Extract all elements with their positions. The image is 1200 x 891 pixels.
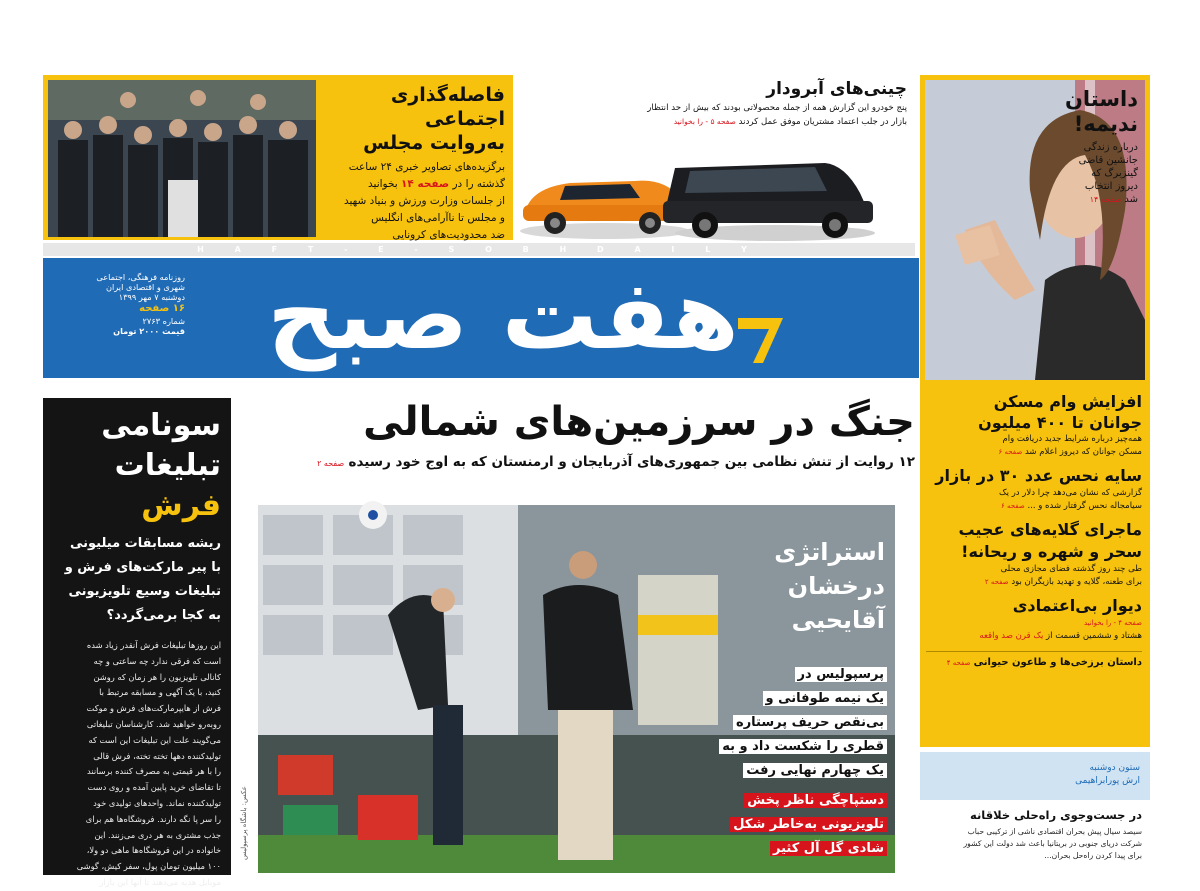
left-lead-1: ریشه مسابقات میلیونی (69, 536, 221, 551)
story-2-title-1: سایه نحس عدد ۳۰ در بازار (935, 466, 1142, 485)
left-body-10: تا تقاضای خرید پایین آمده و روی دست (87, 782, 221, 793)
left-body-7: می‌گویند علت این تبلیغات این است که (88, 734, 221, 745)
right-feature-page-ref[interactable]: صفحه ۱۴ (1089, 195, 1122, 204)
story-3-body-2: برای طعنه، گلایه و تهدید بازیگران بود (1011, 577, 1142, 587)
right-bottom-item-text: داستان برزخی‌ها و طاعون حیوانی (973, 657, 1142, 668)
photo-point-5: یک چهارم نهایی رفت (743, 763, 887, 778)
photo-point-3: بی‌نقص حریف پرستاره (733, 715, 887, 730)
column-header-1: ستون دوشنبه (1089, 763, 1140, 773)
left-body-6: روبه‌رو خواهید شد. کارشناسان تبلیغاتی (86, 718, 221, 729)
right-feature-body-5: شد (1124, 194, 1138, 205)
story-1-page-ref[interactable]: صفحه ۶ (998, 448, 1023, 456)
cars-page-ref[interactable]: صفحه ۵ - را بخوانید (673, 117, 736, 126)
top-left-title-1: فاصله‌گذاری اجتماعی (390, 84, 505, 130)
top-left-body-4: و مجلس تا ناآرامی‌های انگلیس (371, 212, 505, 224)
photo-title-3: آقایحیی (791, 606, 885, 634)
parliament-photo (48, 80, 316, 237)
story-4-title-1: دیوار بی‌اعتمادی (1012, 596, 1142, 615)
right-feature-title-1: داستان (1064, 87, 1138, 111)
story-1 (926, 391, 1142, 459)
photo-red-point-1: دستپاچگی ناظر پخش (744, 793, 887, 808)
column-title: در جست‌وجوی راه‌حلی خلاقانه (969, 808, 1142, 822)
left-column (43, 398, 231, 887)
left-body-5: فرش از هایپرمارکت‌های فرش و موکت (86, 703, 221, 714)
column-header-2: ارش پورابراهیمی (1075, 776, 1140, 786)
left-lead-4: به کجا برمی‌گردد؟ (106, 608, 221, 623)
masthead-issue: شماره ۲۷۶۳ (142, 316, 185, 326)
story-3 (926, 519, 1142, 589)
column-body (920, 804, 1150, 875)
story-2-body-1: گزارشی که نشان می‌دهد چرا دلار در یک (999, 488, 1142, 498)
left-body-3: کانالی تلویزیون را هر زمان که روشن (93, 671, 221, 682)
top-left-feature (43, 75, 513, 240)
parliament-photo-graphic (48, 80, 316, 237)
column-body-2: شرکت دریای جنوبی در بریتانیا باعث شد دولت این کشور (963, 839, 1142, 848)
right-feature-body-3: گینزبرگ که (1091, 168, 1138, 179)
left-title-1: سونامی (101, 408, 221, 443)
main-headline-page-ref[interactable]: صفحه ۲ (317, 459, 345, 468)
left-body-15: ۱۰۰ میلیون تومان پول، سفر کیش، گوشی (76, 861, 221, 872)
main-headline-subtitle: ۱۲ روایت از تنش نظامی بین جمهوری‌های آذربایجان و ارمنستان که به اوج خود رسیده (348, 454, 915, 470)
logo-seven-mark (733, 313, 793, 368)
photo-credit: عکس: باشگاه پرسپولیس (240, 786, 248, 860)
story-4-body-2: یک قرن صد واقعه (979, 631, 1044, 641)
top-left-body-5: ضد محدودیت‌های کرونایی (392, 229, 505, 241)
masthead (43, 258, 919, 378)
story-3-body-1: طی چند روز گذشته فضای مجازی محلی (1000, 564, 1142, 574)
right-column (920, 385, 1150, 747)
story-2 (926, 465, 1142, 513)
photo-title-2: درخشان (787, 572, 885, 600)
column-header (920, 752, 1150, 800)
story-2-page-ref[interactable]: صفحه ۶ (1000, 502, 1025, 510)
story-1-title-2: جوانان تا ۴۰۰ میلیون (978, 413, 1142, 432)
left-lead-3: تبلیغات وسیع تلویزیونی (68, 584, 221, 599)
photo-point-4: قطری را شکست داد و به (719, 739, 887, 754)
masthead-pages: ۱۶ صفحه (139, 303, 185, 314)
main-headline (255, 393, 915, 493)
masthead-meta-1: روزنامه فرهنگی، اجتماعی (96, 272, 185, 282)
cars-line-2: بازار در جلب اعتماد مشتریان موفق عمل کردند (738, 117, 907, 127)
left-body-4: کنید، با یک آگهی و مسابقه مرتبط با (99, 687, 221, 698)
masthead-meta-3: دوشنبه ۷ مهر ۱۳۹۹ (118, 292, 185, 302)
page-ref-14[interactable]: صفحه ۱۴ (401, 178, 450, 190)
left-body-2: است که فرقی ندارد چه ساعتی و چه (93, 655, 221, 666)
left-title-2: تبلیغات (114, 448, 221, 483)
story-1-body-2: مسکن جوانان که دیروز اعلام شد (1024, 447, 1142, 457)
top-middle-feature (515, 75, 915, 240)
main-headline-title: جنگ در سرزمین‌های شمالی (363, 399, 915, 445)
left-body-11: تولیدکننده نماند. واحدهای تولیدی خود (93, 797, 221, 808)
cars-image (515, 153, 885, 243)
photo-title-1: استراتژی (774, 538, 885, 566)
left-body-9: را با هر قیمتی به مصرف کننده برسانند (86, 766, 221, 777)
right-feature-body-4: دیروز انتخاب (1084, 181, 1138, 192)
left-body-12: را سر پا نگه دارند. فروشگاه‌ها هم برای (85, 813, 221, 824)
story-1-body-1: همه‌چیز درباره شرایط جدید دریافت وام (1002, 434, 1142, 444)
right-feature-body-2: جانشین قاضی (1078, 155, 1138, 166)
photo-red-point-2: تلویزیونی به‌خاطر شکل (730, 817, 887, 832)
photo-point-1: پرسپولیس در (795, 667, 887, 682)
left-body-1: این روزها تبلیغات فرش آنقدر زیاد شده (86, 640, 221, 650)
photo-point-2: یک نیمه طوفانی و (763, 691, 887, 706)
top-left-body-1: برگزیده‌های تصاویر خبری ۲۴ ساعت (348, 161, 505, 173)
top-left-body-2: گذشته را در صفحه ۱۴ بخوانید (368, 178, 505, 190)
story-1-title-1: افزایش وام مسکن (993, 392, 1142, 411)
left-body-14: خانواده در این فروشگاه‌ها ماهی دو ولا، (86, 845, 221, 856)
photo-red-point-3: شادی گل آل کثیر (770, 841, 887, 856)
main-photo (258, 505, 895, 873)
story-4-body-1: هشتاد و ششمین قسمت از (1046, 631, 1142, 641)
story-3-title-2: سحر و شهره و ریحانه! (961, 542, 1142, 561)
masthead-logo: هفت صبح (267, 259, 739, 371)
left-body-16: موبایل هدیه می‌دهند تا آنها این بازار (99, 876, 221, 887)
cars-title: چینی‌های آبرودار (766, 79, 907, 99)
story-4-page-ref[interactable]: صفحه ۴ - را بخوانید (1083, 619, 1142, 627)
story-4 (926, 595, 1142, 643)
column-body-3: برای پیدا کردن راه‌حل بحران... (1044, 851, 1142, 860)
top-left-title-2: به‌روایت مجلس (363, 132, 505, 154)
right-bottom-item (926, 651, 1142, 671)
story-3-title-1: ماجرای گلایه‌های عجیب (958, 520, 1142, 539)
strip-text: H A F T - E - S O B H D A I L Y (197, 245, 761, 254)
left-body-13: جذب مشتری به هر دری می‌زنند. این (94, 829, 221, 840)
masthead-price: قیمت ۲۰۰۰ تومان (113, 326, 185, 336)
left-title-3: فرش (141, 488, 221, 523)
story-3-page-ref[interactable]: صفحه ۲ (984, 578, 1009, 586)
right-feature-body-1: درباره زندگی (1083, 142, 1138, 153)
top-left-body-3: از جلسات وزارت ورزش و بنیاد شهید (344, 195, 505, 207)
cars-line-1: پنج خودرو این گزارش همه از جمله محصولاتی بودند که بیش از حد انتظار (647, 103, 907, 113)
story-2-body-2: سیامجاله نحس گرفتار شده و ... (1027, 501, 1142, 511)
column-body-1: سیصد سیال پیش بحران اقتصادی ناشی از ترکیبی حباب (967, 827, 1142, 836)
masthead-meta-2: شهری و اقتصادی ایران (106, 282, 185, 292)
right-bottom-page-ref[interactable]: صفحه ۴ (946, 659, 971, 667)
left-lead-2: با پیر مارکت‌های فرش و (64, 560, 221, 575)
right-feature (920, 75, 1150, 385)
right-feature-title-2: ندیمه! (1073, 112, 1138, 136)
left-body-8: تولیدکننده دهها تخته تخته، فرش قالی (93, 750, 221, 761)
